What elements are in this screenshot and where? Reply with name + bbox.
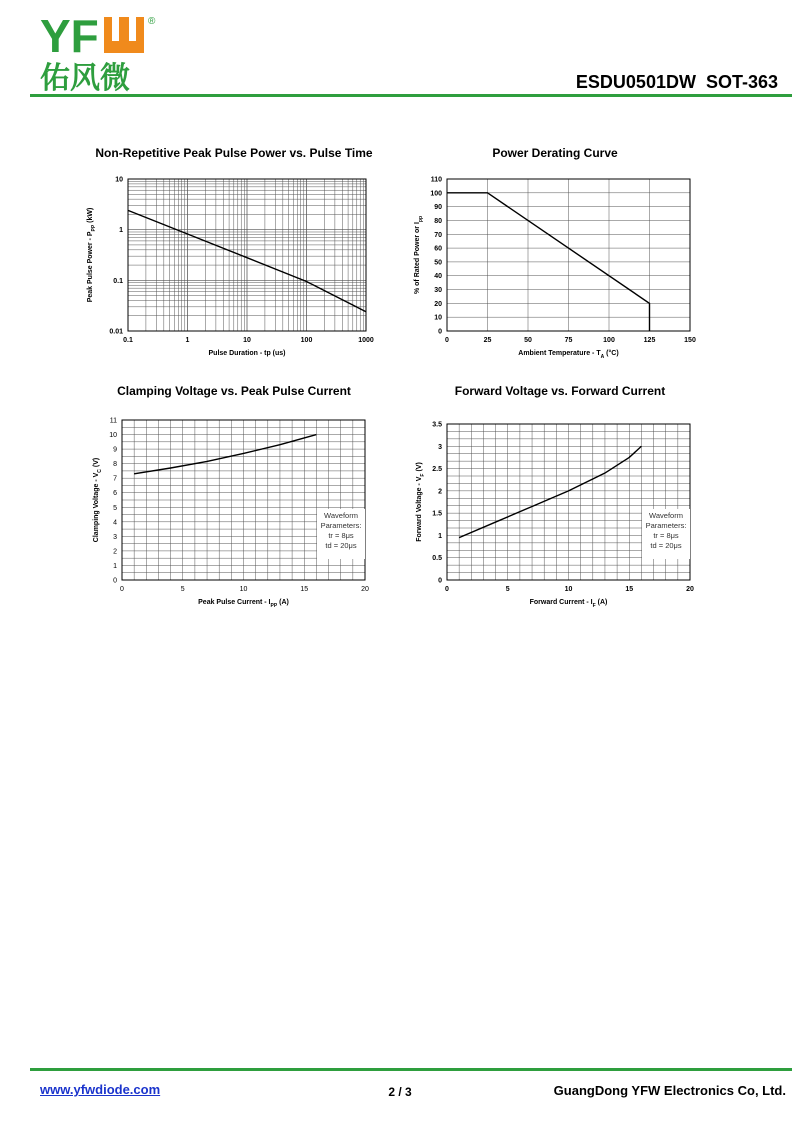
x-axis-label: Forward Current - $I_F$ (A) — [529, 599, 608, 609]
y-tick-label: 6 — [113, 490, 117, 498]
peak-pulse-power-chart — [80, 165, 390, 365]
y-tick-label: 11 — [109, 417, 117, 425]
chart3-title: Clamping Voltage vs. Peak Pulse Current — [117, 384, 351, 398]
x-tick-label: 0.1 — [123, 337, 133, 344]
y-tick-label: 90 — [434, 204, 442, 212]
package-name: SOT-363 — [705, 72, 778, 92]
series-line — [459, 446, 641, 537]
y-tick-label: 0.5 — [432, 555, 442, 563]
y-tick-label: 100 — [430, 190, 442, 198]
part-number: ESDU0501DW — [575, 72, 696, 92]
x-tick-label: 125 — [643, 337, 656, 344]
y-tick-label: 50 — [434, 259, 442, 267]
y-tick-label: 4 — [113, 519, 117, 527]
x-tick-label: 150 — [684, 337, 696, 344]
annotation-text: Parameters: — [645, 521, 687, 530]
y-axis-label: Peak Pulse Power - $P_{PP}$ (kW) — [87, 207, 97, 303]
yfw-logo — [40, 12, 180, 94]
y-tick-label: 9 — [113, 446, 117, 454]
x-tick-label: 50 — [524, 337, 532, 344]
y-tick-label: 1 — [438, 532, 442, 540]
y-tick-label: 80 — [434, 217, 442, 225]
y-tick-label: 1 — [113, 562, 117, 570]
y-tick-label: 0.01 — [109, 328, 123, 336]
x-tick-label: 15 — [625, 586, 634, 593]
y-axis-label: % of Rated Power or $I_{pp}$ — [414, 215, 424, 295]
y-tick-label: 3 — [438, 443, 442, 451]
y-tick-label: 7 — [113, 475, 117, 483]
y-tick-label: 10 — [434, 314, 442, 322]
chart2-title: Power Derating Curve — [492, 146, 618, 160]
y-axis-label: Clamping Voltage - $V_C$ (V) — [93, 457, 103, 543]
y-tick-label: 3.5 — [432, 421, 442, 429]
annotation-text: tr = 8μs — [653, 531, 679, 540]
annotation-text: Waveform — [324, 511, 358, 520]
y-axis-label: Forward Voltage - $V_F$ (V) — [416, 462, 426, 542]
logo-yf-text: YF — [40, 12, 99, 62]
y-tick-label: 5 — [113, 504, 117, 512]
clamping-voltage-chart — [80, 410, 380, 609]
y-tick-label: 1.5 — [432, 510, 442, 518]
y-tick-label: 2 — [438, 488, 442, 496]
y-tick-label: 110 — [430, 176, 442, 184]
x-tick-label: 20 — [686, 586, 694, 593]
annotation-text: Parameters: — [320, 521, 362, 530]
annotation-text: td = 20μs — [325, 541, 357, 550]
x-tick-label: 5 — [505, 586, 510, 593]
chart4-title: Forward Voltage vs. Forward Current — [454, 384, 666, 398]
x-tick-label: 10 — [239, 586, 248, 593]
y-tick-label: 0.1 — [113, 277, 123, 285]
y-tick-label: 20 — [434, 300, 442, 308]
y-tick-label: 0 — [438, 328, 442, 336]
y-tick-label: 1 — [119, 227, 123, 235]
x-axis-label: Peak Pulse Current - $I_{PP}$ (A) — [198, 599, 289, 609]
y-tick-label: 70 — [434, 231, 442, 239]
x-tick-label: 1000 — [358, 337, 374, 344]
x-tick-label: 100 — [300, 337, 313, 344]
forward-voltage-chart — [405, 410, 705, 609]
x-tick-label: 75 — [564, 337, 573, 344]
y-tick-label: 0 — [438, 577, 442, 585]
y-tick-label: 40 — [434, 273, 442, 281]
y-tick-label: 2.5 — [432, 466, 442, 474]
logo-registered-mark: ® — [148, 16, 156, 27]
x-tick-label: 100 — [603, 337, 615, 344]
y-tick-label: 30 — [434, 287, 442, 295]
chart1-title: Non-Repetitive Peak Pulse Power vs. Pulse Time — [95, 146, 373, 160]
y-tick-label: 8 — [113, 461, 117, 469]
y-tick-label: 3 — [113, 533, 117, 541]
annotation-text: Waveform — [649, 511, 683, 520]
annotation-text: td = 20μs — [650, 541, 682, 550]
x-tick-label: 1 — [185, 337, 190, 344]
footer-divider — [30, 1068, 792, 1071]
x-axis-label: Ambient Temperature - $T_A$ (°C) — [518, 350, 619, 360]
logo-w-mark — [104, 17, 144, 53]
page-number: 2 / 3 — [388, 1085, 412, 1099]
x-tick-label: 25 — [483, 337, 492, 344]
x-tick-label: 15 — [300, 586, 309, 593]
x-tick-label: 0 — [445, 586, 449, 593]
company-name: GuangDong YFW Electronics Co, Ltd. — [553, 1083, 786, 1098]
x-tick-label: 20 — [361, 586, 369, 593]
x-tick-label: 0 — [445, 337, 449, 344]
y-tick-label: 2 — [113, 548, 117, 556]
header-title — [576, 72, 778, 93]
series-line — [134, 435, 316, 474]
power-derating-chart — [405, 165, 705, 365]
annotation-text: tr = 8μs — [328, 531, 354, 540]
x-tick-label: 5 — [180, 586, 185, 593]
logo-chinese-text: 佑风微 — [40, 62, 130, 94]
y-tick-label: 10 — [109, 432, 117, 440]
y-tick-label: 60 — [434, 245, 442, 253]
header-divider — [30, 94, 792, 97]
x-tick-label: 10 — [564, 586, 573, 593]
y-tick-label: 10 — [115, 176, 123, 184]
x-axis-label: Pulse Duration - tp (us) — [208, 350, 286, 357]
x-tick-label: 10 — [243, 337, 251, 344]
y-tick-label: 0 — [113, 577, 117, 585]
website-link[interactable]: www.yfwdiode.com — [40, 1082, 161, 1097]
x-tick-label: 0 — [120, 586, 124, 593]
